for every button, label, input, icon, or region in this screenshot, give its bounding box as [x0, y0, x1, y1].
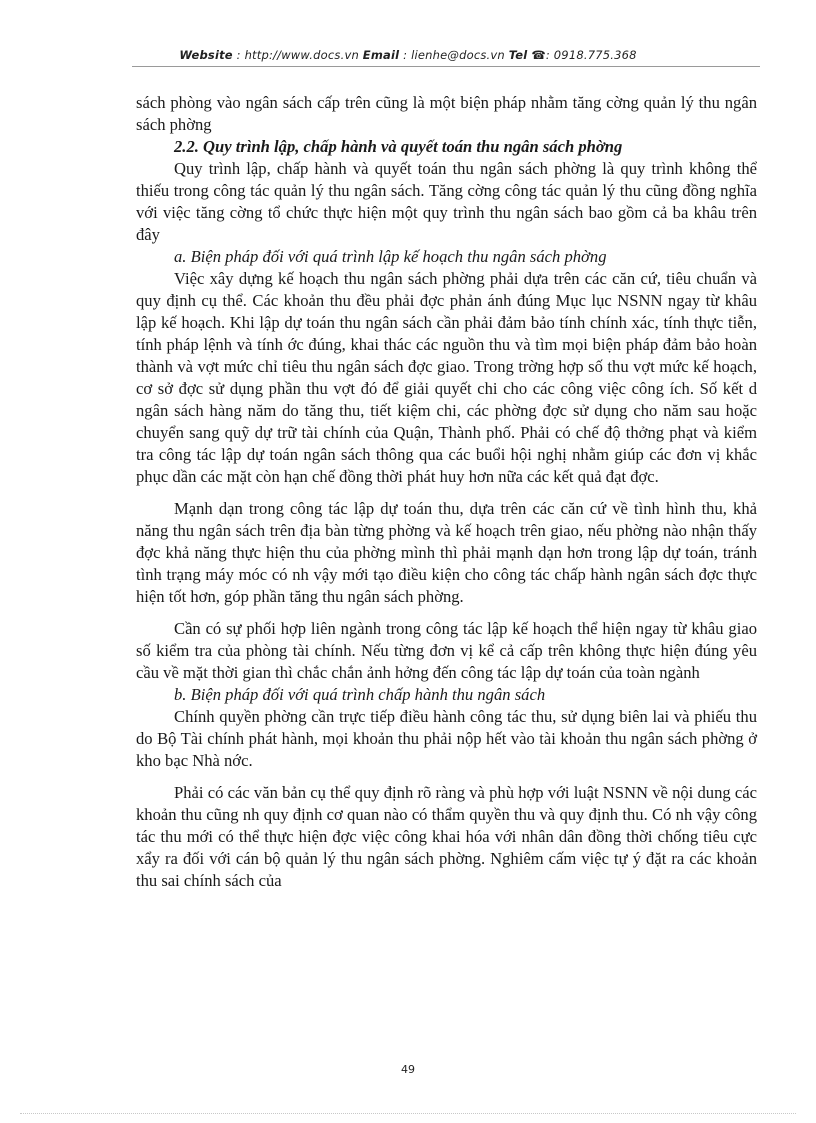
header-divider: [132, 66, 760, 67]
subsection-b-paragraph-2: Phải có các văn bản cụ thể quy định rõ ràng và phù hợp với luật NSNN về nội dung các khoản thu cũng nh quy định cơ quan nào có thẩm quyền thu và quy định thu. Có nh vậy công tác thu mới có thể thực hiện đợc việc công khai hóa với nhân dân đồng thời chống tiêu cực xẩy ra đối với cán bộ quản lý thu ngân sách phờng. Nghiêm cấm việc tự ý đặt ra các khoản thu sai chính sách của: [136, 783, 757, 890]
section-title: 2.2. Quy trình lập, chấp hành và quyết toán thu ngân sách phờng: [174, 137, 623, 156]
website-value: : http://www.docs.vn: [236, 48, 359, 62]
subsection-a-paragraph-1: Việc xây dựng kế hoạch thu ngân sách phờng phải dựa trên các căn cứ, tiêu chuẩn và quy định cụ thể. Các khoản thu đều phải đợc phản ánh đúng Mục lục NSNN ngay từ khâu lập kế hoạch. Khi lập dự toán thu ngân sách cần phải đảm bảo tính chính xác, tính thực tiễn, tính pháp lệnh và tính ớc đúng, khai thác các nguồn thu và tìm mọi biện pháp đảm bảo hoàn thành và vợt mức chỉ tiêu thu ngân sách đợc giao. Trong trờng hợp số thu vợt mức kế hoạch, cơ sở đợc sử dụng phần thu vợt đó để giải quyết chi cho các công việc công ích. Số kết d ngân sách hàng năm do tăng thu, tiết kiệm chi, các phờng đợc sử dụng cho năm sau hoặc chuyển sang quỹ dự trữ tài chính của Quận, Thành phố. Phải có chế độ thởng phạt và kiểm tra công tác lập dự toán ngân sách thông qua các buổi hội nghị nhằm giúp các đơn vị khắc phục dần các mặt còn hạn chế đồng thời phát huy hơn nữa các kết quả đạt đợc.: [136, 269, 757, 486]
page-number: 49: [401, 1063, 415, 1076]
email-value: : lienhe@docs.vn: [403, 48, 505, 62]
section-paragraph: Quy trình lập, chấp hành và quyết toán thu ngân sách phờng là quy trình không thể thiếu trong công tác quản lý thu ngân sách. Tăng cờng công tác quản lý thu cũng đồng nghĩa với việc tăng cờng tổ chức thực hiện một quy trình thu ngân sách bao gồm cả ba khâu trên đây: [136, 159, 757, 244]
subsection-a-paragraph-3: Cần có sự phối hợp liên ngành trong công tác lập kế hoạch thể hiện ngay từ khâu giao số kiểm tra của phòng tài chính. Nếu từng đơn vị kể cả cấp trên không thực hiện đúng yêu cầu về mặt thời gian thì chắc chắn ảnh hởng đến công tác lập dự toán của toàn ngành: [136, 619, 757, 682]
telephone-icon: ☎: [531, 48, 546, 62]
tel-label: Tel: [508, 48, 528, 62]
website-label: Website: [179, 48, 233, 62]
subsection-a-title: a. Biện pháp đối với quá trình lập kế hoạch thu ngân sách phờng: [174, 247, 607, 266]
subsection-b-title: b. Biện pháp đối với quá trình chấp hành thu ngân sách: [174, 685, 546, 704]
page-header: [0, 48, 816, 62]
tel-value: : 0918.775.368: [545, 48, 637, 62]
subsection-a-paragraph-2: Mạnh dạn trong công tác lập dự toán thu, dựa trên các căn cứ về tình hình thu, khả năng thu ngân sách trên địa bàn từng phờng và kế hoạch trên giao, nếu phờng nào nhận thấy đợc khả năng thực hiện thu của phờng mình thì phải mạnh dạn hơn trong lập dự toán, tránh tình trạng máy móc có nh vậy mới tạo điều kiện cho công tác chấp hành ngân sách đợc thực hiện tốt hơn, góp phần tăng thu ngân sách phờng.: [136, 499, 757, 606]
intro-paragraph: sách phòng vào ngân sách cấp trên cũng là một biện pháp nhằm tăng cờng quản lý thu ngân sách phờng: [136, 93, 757, 134]
email-label: Email: [362, 48, 400, 62]
document-body: [136, 92, 757, 892]
subsection-b-paragraph-1: Chính quyền phờng cần trực tiếp điều hành công tác thu, sử dụng biên lai và phiếu thu do Bộ Tài chính phát hành, mọi khoản thu phải nộp hết vào tài khoản thu ngân sách phờng ở kho bạc Nhà nớc.: [136, 707, 757, 770]
footer-divider: [20, 1113, 796, 1114]
